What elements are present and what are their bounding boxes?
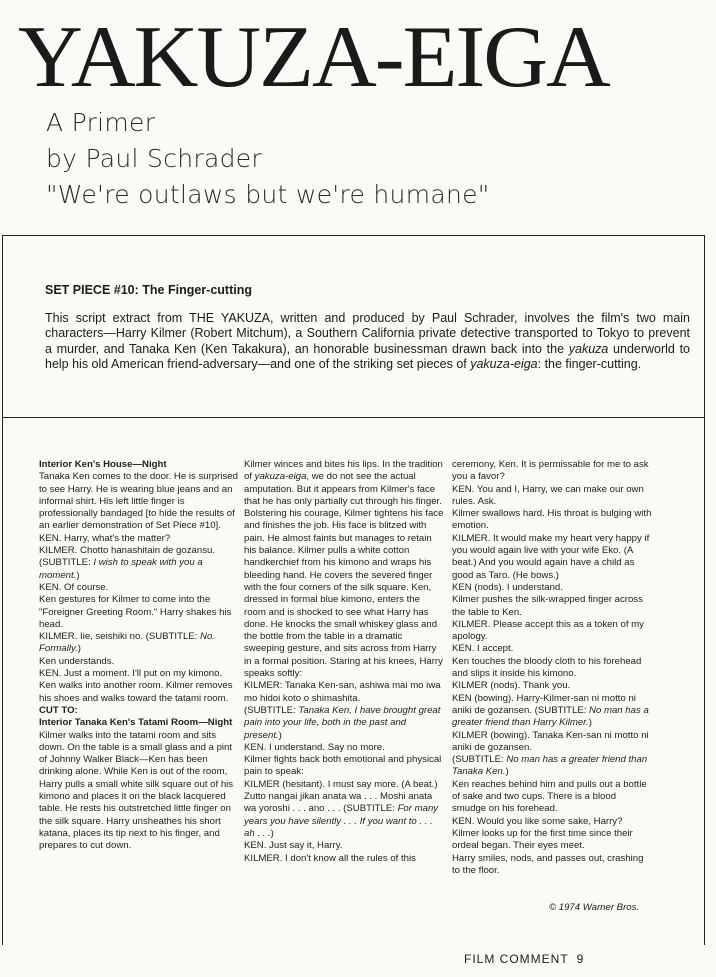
- script-text: KEN (nods). I understand.: [452, 581, 563, 593]
- script-text: Kilmer looks up for the first time since their ordeal began. Their eyes meet.: [452, 827, 633, 852]
- script-text: KEN. Harry, what's the matter?: [39, 532, 171, 544]
- intro-italic: yakuza: [568, 341, 609, 356]
- script-text: Tanaka Ken comes to the door. He is surprised to see Harry. He is wearing blue jeans and an informal shirt. His left little finger is professionally bandaged [to hide the results of an earlier demonstration of Set Piece #10].: [39, 471, 238, 532]
- script-text: ): [588, 717, 592, 729]
- script-paragraph: [452, 828, 652, 853]
- article-quote: "We're outlaws but we're humane": [46, 180, 490, 209]
- script-text: Kilmer pushes the silk-wrapped finger across the table to Ken.: [452, 594, 643, 618]
- script-text: Ken touches the bloody cloth to his forehead and slips it inside his kimono.: [452, 655, 642, 680]
- article-subtitle: A Primer: [46, 108, 156, 137]
- script-text: KILMER. It would make my heart very happy if you would again live with your wife Eko. (A beat.) And you would again have a child as good as Taro. (He bows.): [452, 532, 650, 581]
- script-paragraph: [244, 779, 444, 840]
- script-column-2: [244, 459, 444, 865]
- script-text: ): [270, 827, 274, 839]
- script-paragraph: [452, 853, 652, 878]
- script-text: KILMER (bowing). Tanaka Ken-san ni motto ni aniki de gozansen.: [452, 729, 649, 753]
- page-number: 9: [576, 952, 585, 966]
- script-text: KILMER: Tanaka Ken-san, ashiwa mai mo iwa mo hidoi koto o shimashita.: [244, 680, 441, 704]
- script-paragraph: [452, 779, 652, 816]
- script-column-3: [452, 459, 652, 877]
- script-paragraph: [244, 459, 444, 680]
- script-text: KEN. Would you like some sake, Harry?: [452, 815, 623, 827]
- script-text: KEN. I accept.: [452, 643, 514, 655]
- script-text: (SUBTITLE:: [244, 704, 299, 716]
- script-paragraph: [452, 582, 652, 594]
- script-paragraph: [39, 533, 239, 545]
- script-text: KEN. I understand. Say no more.: [244, 741, 385, 753]
- script-text: Harry smiles, nods, and passes out, crashing to the floor.: [452, 852, 644, 876]
- script-text: KILMER (nods). Thank you.: [452, 680, 571, 692]
- script-paragraph: [39, 631, 239, 656]
- copyright-notice: © 1974 Warner Bros.: [549, 902, 640, 913]
- script-paragraph: [39, 471, 239, 532]
- article-title: YAKUZA-EIGA: [18, 9, 609, 106]
- script-text: ): [505, 766, 509, 778]
- script-paragraph: [452, 619, 652, 644]
- script-heading: Interior Tanaka Ken's Tatami Room—Night: [39, 717, 233, 729]
- intro-text: underworld to help his old American friend-adversary—and one of the striking set pieces of: [45, 341, 690, 372]
- script-subtitle-text: No. Formally.: [39, 631, 215, 655]
- script-paragraph: [452, 533, 652, 582]
- script-heading: CUT TO:: [39, 704, 78, 716]
- script-paragraph: [244, 742, 444, 754]
- script-paragraph: [39, 582, 239, 594]
- script-paragraph: [452, 643, 652, 655]
- script-paragraph: [244, 680, 444, 705]
- script-paragraph: [39, 680, 239, 705]
- script-paragraph: [452, 816, 652, 828]
- script-paragraph: [452, 594, 652, 619]
- script-paragraph: [39, 705, 239, 717]
- script-text: Ken walks into another room. Kilmer removes his shoes and walks toward the tatami room.: [39, 680, 233, 704]
- intro-text: : the finger-cutting.: [537, 357, 642, 372]
- script-paragraph: [39, 668, 239, 680]
- script-text: ): [278, 729, 282, 741]
- script-paragraph: [39, 459, 239, 471]
- script-subtitle-text: No man has a greater friend than Tanaka Ken.: [452, 754, 648, 778]
- box-divider: [2, 417, 705, 418]
- script-paragraph: [452, 754, 652, 779]
- script-paragraph: [39, 594, 239, 631]
- script-text: Ken gestures for Kilmer to come into the "Foreigner Greeting Room." Harry shakes his head.: [39, 594, 232, 630]
- script-text: Kilmer walks into the tatami room and sits down. On the table is a small glass and a pint of Johnny Walker Black—Ken has been drinking alone. While Ken is out of the room, Harry pulls a small white silk square out of his kimono and places it on the black lacquered table. He rests his outstretched little finger on the silk square. Harry unsheathes his short katana, places its tip next to his finger, and prepares to cut down.: [39, 729, 234, 852]
- script-text: KEN. Just say it, Harry.: [244, 840, 343, 852]
- article-byline: by Paul Schrader: [46, 144, 263, 173]
- intro-text: This script extract from THE YAKUZA, written and produced by Paul Schrader, involves the film's two main characters—Harry Kilmer (Robert Mitchum), a Southern California private detective transported to Tokyo to prevent a murder, and Tanaka Ken (Ken Takakura), an honorable businessman drawn back into the: [45, 311, 690, 356]
- script-text: KEN (bowing). Harry-Kilmer-san ni motto ni aniki de gozansen. (SUBTITLE:: [452, 692, 636, 716]
- script-paragraph: [244, 853, 444, 865]
- script-paragraph: [452, 680, 652, 692]
- set-piece-heading: SET PIECE #10: The Finger-cutting: [45, 283, 252, 297]
- script-column-1: [39, 459, 239, 853]
- script-text: Ken understands.: [39, 655, 115, 667]
- script-text: KEN. You and I, Harry, we can make our own rules. Ask.: [452, 483, 644, 507]
- script-paragraph: [39, 730, 239, 853]
- script-paragraph: [39, 545, 239, 582]
- script-subtitle-text: I wish to speak with you a moment.: [39, 557, 203, 581]
- script-paragraph: [452, 459, 652, 484]
- script-text: KILMER. Please accept this as a token of my apology.: [452, 618, 644, 643]
- script-subtitle-text: Tanaka Ken, I have brought great pain into your life, both in the past and present.: [244, 704, 441, 741]
- intro-italic: yakuza-eiga: [470, 357, 538, 372]
- script-subtitle-text: yakuza-eiga: [254, 471, 307, 483]
- script-text: KEN. Just a moment. I'll put on my kimono.: [39, 668, 223, 680]
- script-text: ): [76, 569, 80, 581]
- script-text: KEN. Of course.: [39, 581, 109, 593]
- script-paragraph: [452, 730, 652, 755]
- script-text: ceremony, Ken. It is permissable for me to ask you a favor?: [452, 459, 649, 483]
- script-subtitle-text: For many years you have silently . . . If you want to . . . ah . . .: [244, 803, 439, 839]
- script-paragraph: [39, 717, 239, 729]
- script-paragraph: [39, 656, 239, 668]
- script-paragraph: [244, 705, 444, 742]
- script-paragraph: [452, 656, 652, 681]
- magazine-name: FILM COMMENT: [464, 952, 569, 966]
- script-text: , we do not see the actual amputation. But it appears from Kilmer's face that he has only partially cut through his finger. Bolstering his courage, Kilmer tightens his face and finishes the job. His face is blitzed with pain. He almost faints but manages to retain his balance. Kilmer pulls a white cotton handkerchief from his kimono and wraps his bleeding hand. He covers the severed finger with the four corners of the silk square. Ken, dressed in formal blue kimono, enters the room and is shocked to see what Harry has done. He knocks the small whiskey glass and the bottle from the table in a dramatic sweeping gesture, and sits across from Harry in a formal position. Staring at his knees, Harry speaks softly:: [244, 471, 444, 680]
- script-text: KILMER. Chotto hanashitain de gozansu. (SUBTITLE:: [39, 545, 215, 569]
- script-text: KILMER. I don't know all the rules of this: [244, 852, 416, 864]
- script-text: KILMER. Iie, seishiki no. (SUBTITLE:: [39, 631, 201, 643]
- script-paragraph: [452, 484, 652, 509]
- script-text: Ken reaches behind him and pulls out a bottle of sake and two cups. There is a blood smudge on his forehead.: [452, 778, 647, 815]
- script-subtitle-text: No man has a greater friend than Harry Kilmer.: [452, 704, 649, 729]
- script-paragraph: [244, 754, 444, 779]
- script-text: Kilmer swallows hard. His throat is bulging with emotion.: [452, 508, 652, 532]
- script-paragraph: [452, 693, 652, 730]
- script-text: ): [77, 643, 81, 655]
- script-paragraph: [452, 508, 652, 533]
- page-footer: [464, 952, 592, 966]
- script-heading: Interior Ken's House—Night: [39, 459, 167, 470]
- set-piece-intro: [45, 311, 690, 373]
- script-text: Kilmer fights back both emotional and physical pain to speak:: [244, 754, 442, 778]
- script-text: Kilmer winces and bites his lips. In the tradition of: [244, 459, 443, 483]
- script-text: KILMER (hesitant). I must say more. (A beat.) Zutto nangai jikan anata wa . . . Moshi anata wa yoroshi . . . ano . . . (SUBTITLE:: [244, 778, 438, 815]
- script-text: (SUBTITLE:: [452, 754, 507, 766]
- script-paragraph: [244, 840, 444, 852]
